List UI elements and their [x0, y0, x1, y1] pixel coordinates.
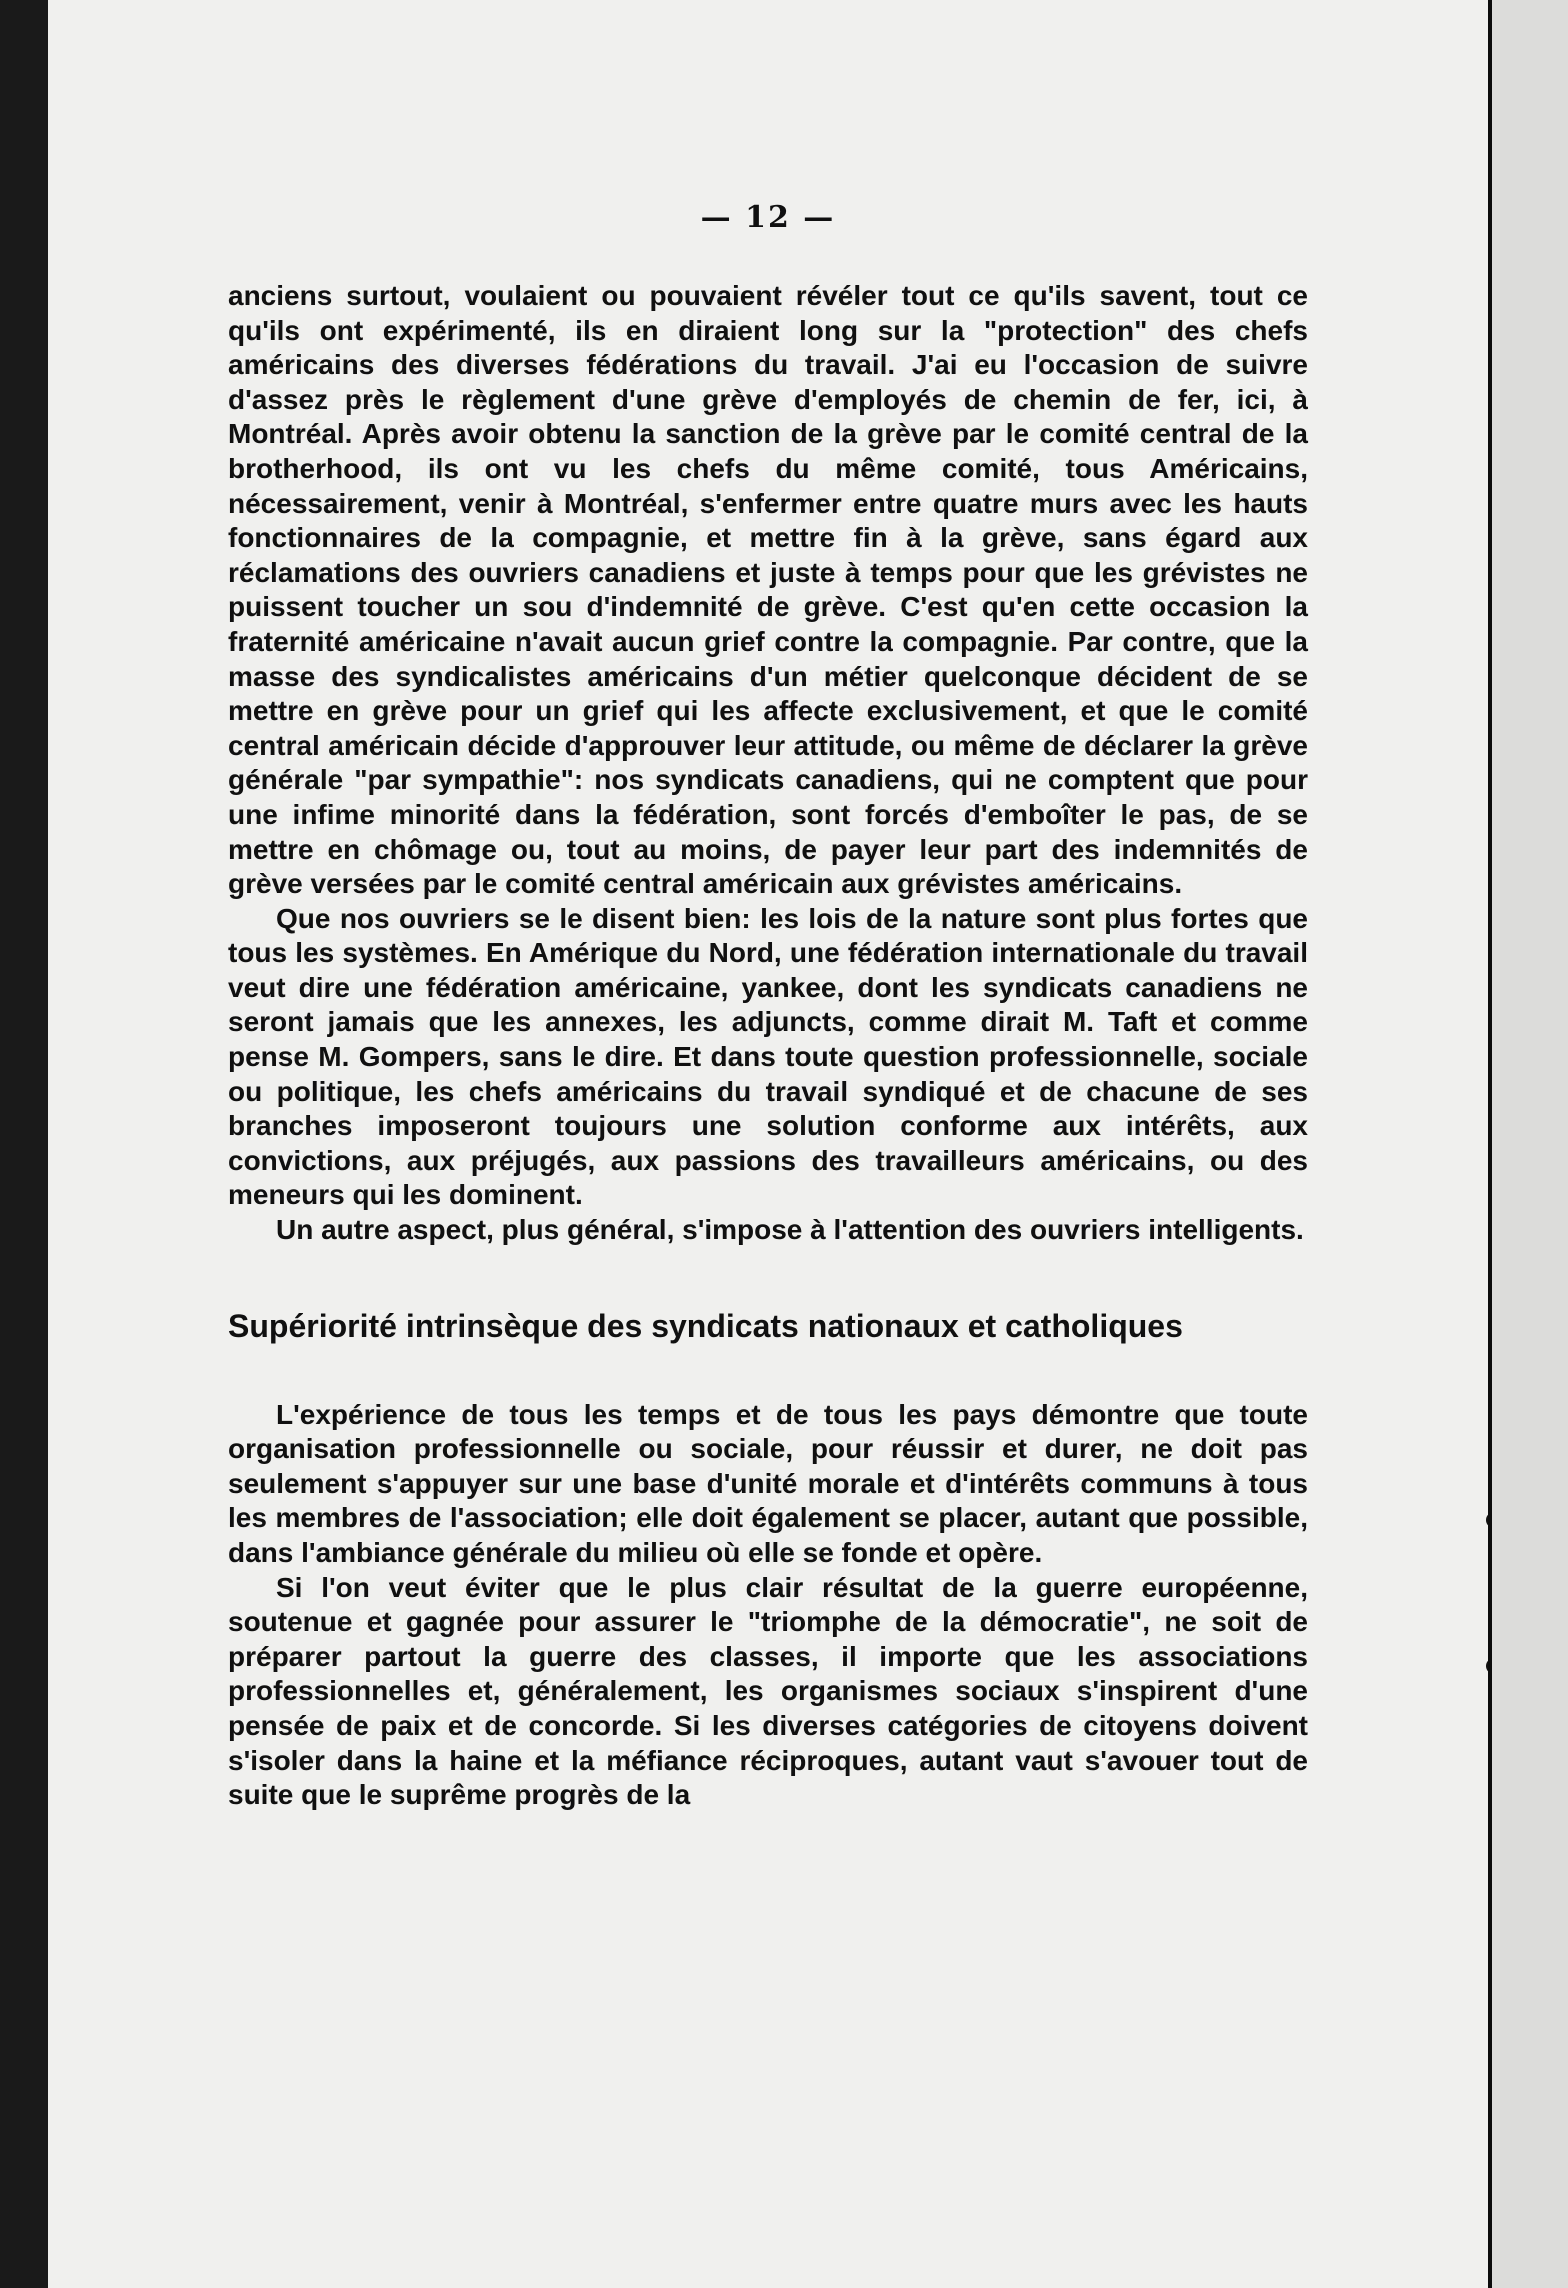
page-number: — 12 —: [700, 200, 836, 235]
paragraph-5: Si l'on veut éviter que le plus clair résultat de la guerre européenne, soutenue et gagnée pour assurer le "triomphe de la démocratie", ne soit de préparer partout la guerre des classes, il importe que les associations professionnelles et, généralement, les organismes sociaux s'inspirent d'une pensée de paix et de concorde. Si les diverses catégories de citoyens doivent s'isoler dans la haine et la méfiance réciproques, autant vaut s'avouer tout de suite que le suprême progrès de la: [228, 1571, 1308, 1811]
paragraph-2: Que nos ouvriers se le disent bien: les lois de la nature sont plus fortes que tous les systèmes. En Amérique du Nord, une fédération internationale du travail veut dire une fédération américaine, yankee, dont les syndicats canadiens ne seront jamais que les annexes, les adjuncts, comme dirait M. Taft et comme pense M. Gompers, sans le dire. Et dans toute question professionnelle, sociale ou politique, les chefs américains du travail syndiqué et de chacune de ses branches imposeront toujours une solution conforme aux intérêts, aux convictions, aux préjugés, aux passions des travailleurs américains, ou des meneurs qui les dominent.: [228, 902, 1308, 1211]
document-page: [48, 0, 1488, 2288]
section-heading: Supériorité intrinsèque des syndicats nationaux et catholiques: [228, 1307, 1183, 1344]
section-body: [228, 1398, 1308, 1813]
paragraph-3: Un autre aspect, plus général, s'impose à l'attention des ouvriers intelligents.: [276, 1214, 1304, 1246]
paragraph-4: L'expérience de tous les temps et de tous les pays démontre que toute organisation professionnelle ou sociale, pour réussir et durer, ne doit pas seulement s'appuyer sur une base d'unité morale et d'intérêts communs à tous les membres de l'association; elle doit également se placer, autant que possible, dans l'ambiance générale du milieu où elle se fonde et opère.: [228, 1398, 1308, 1568]
page-content: [228, 200, 1308, 1813]
adjacent-page-edge: [1488, 0, 1568, 2288]
paragraph-1: anciens surtout, voulaient ou pouvaient révéler tout ce qu'ils savent, tout ce qu'ils ont expérimenté, ils en diraient long sur la "protection" des chefs américains des diverses fédérations du travail. J'ai eu l'occasion de suivre d'assez près le règlement d'une grève d'employés de chemin de fer, ici, à Montréal. Après avoir obtenu la sanction de la grève par le comité central de la brotherhood, ils ont vu les chefs du même comité, tous Américains, nécessairement, venir à Montréal, s'enfermer entre quatre murs avec les hauts fonctionnaires de la compagnie, et mettre fin à la grève, sans égard aux réclamations des ouvriers canadiens et juste à temps pour que les grévistes ne puissent toucher un sou d'indemnité de grève. C'est qu'en cette occasion la fraternité américaine n'avait aucun grief contre la compagnie. Par contre, que la masse des syndicalistes américains d'un métier quelconque décident de se mettre en grève pour un grief qui les affecte exclusivement, et que le comité central américain décide d'approuver leur attitude, ou même de déclarer la grève générale "par sympathie": nos syndicats canadiens, qui ne comptent que pour une infime minorité dans la fédération, sont forcés d'emboîter le pas, de se mettre en chômage ou, tout au moins, de payer leur part des indemnités de grève versées par le comité central américain aux grévistes américains.: [228, 280, 1308, 900]
